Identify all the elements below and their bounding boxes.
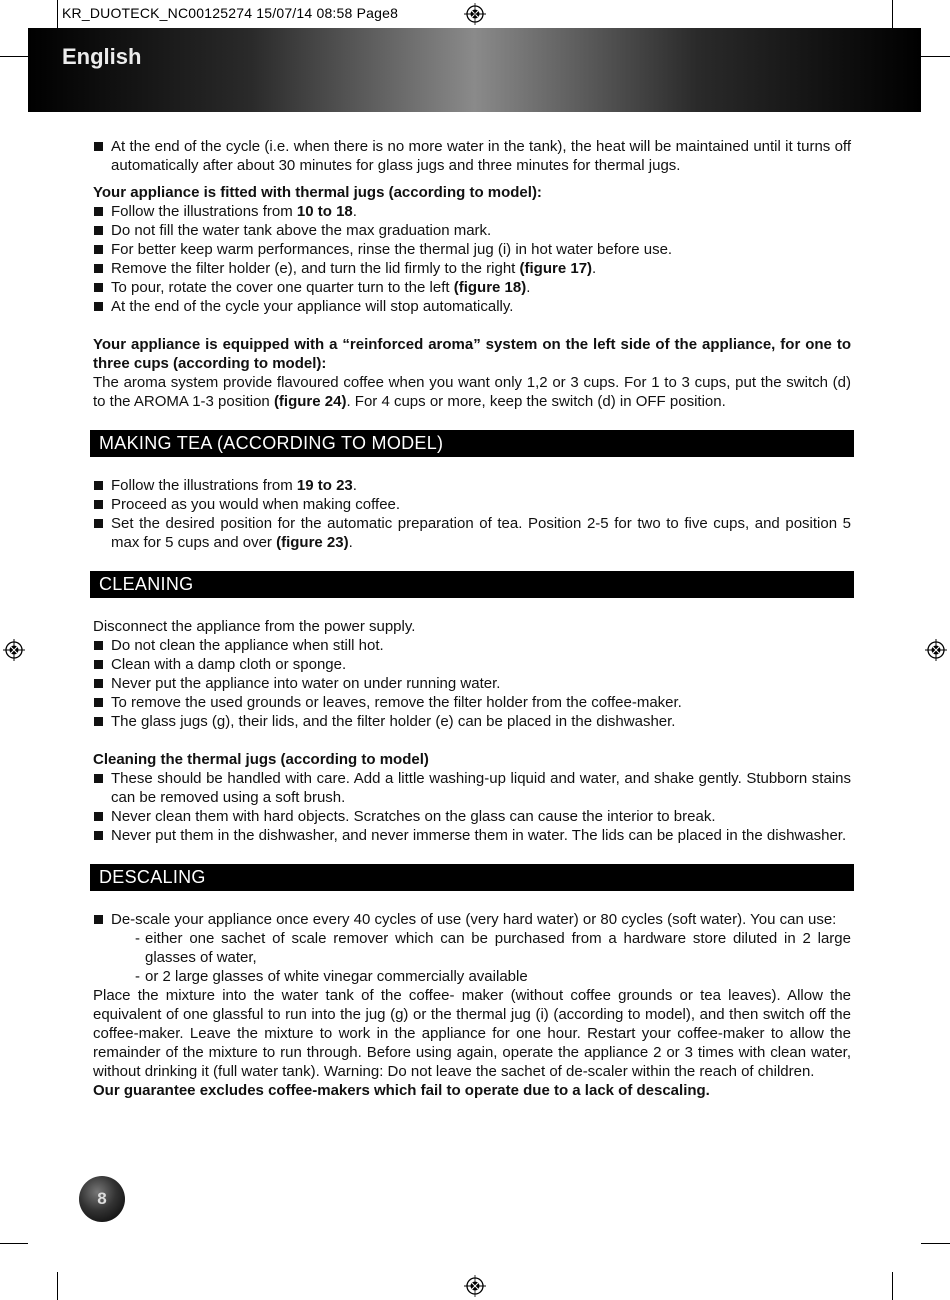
bullet-square-icon xyxy=(94,679,103,688)
figure-reference: (figure 24) xyxy=(273,393,347,410)
crop-mark-top-left-v xyxy=(57,0,58,28)
bullet-square-icon xyxy=(94,717,103,726)
list-item-text: These should be handled with care. Add a little washing-up liquid and water, and shake gently. Stubborn stains can be removed using a soft brush. xyxy=(111,770,851,806)
registration-mark-bottom-icon xyxy=(464,1275,486,1297)
list-item-text: Remove the filter holder (e), and turn the lid firmly to the right xyxy=(111,260,520,277)
list-item-text: . xyxy=(352,203,357,220)
bullet-square-icon xyxy=(94,641,103,650)
list-item-text: To pour, rotate the cover one quarter turn to the left xyxy=(111,279,454,296)
page-content xyxy=(93,137,851,1100)
aroma-heading: Your appliance is equipped with a “reinforced aroma” system on the left side of the appliance, for one to three cups (according to model): xyxy=(93,336,851,372)
thermal-jugs-heading: Your appliance is fitted with thermal jugs (according to model): xyxy=(93,184,542,201)
registration-mark-top-icon xyxy=(464,3,486,25)
list-item xyxy=(93,693,851,712)
aroma-paragraph xyxy=(93,373,851,411)
list-item-text: To remove the used grounds or leaves, remove the filter holder from the coffee-maker. xyxy=(111,694,682,711)
sub-list-item-text: or 2 large glasses of white vinegar commercially available xyxy=(145,968,528,985)
crop-mark-bottom-left-h xyxy=(0,1243,28,1244)
paragraph-text: The aroma system provide flavoured coffee when you want only 1,2 or 3 cups. For 1 to 3 cups, put the switch (d) to the AROMA 1-3 position xyxy=(93,374,851,410)
dash-marker: - xyxy=(135,968,140,985)
crop-mark-bottom-right-h xyxy=(921,1243,950,1244)
list-item xyxy=(93,202,851,221)
sub-list-item xyxy=(93,967,851,986)
bullet-square-icon xyxy=(94,207,103,216)
bullet-square-icon xyxy=(94,500,103,509)
figure-reference: 10 to 18 xyxy=(296,203,353,220)
bullet-square-icon xyxy=(94,245,103,254)
list-item xyxy=(93,221,851,240)
list-item-text: Clean with a damp cloth or sponge. xyxy=(111,656,347,673)
registration-mark-right-icon xyxy=(925,639,947,661)
bullet-square-icon xyxy=(94,142,103,151)
bullet-square-icon xyxy=(94,481,103,490)
section-title-making-tea: MAKING TEA (ACCORDING TO MODEL) xyxy=(90,430,854,457)
print-slug: KR_DUOTECK_NC00125274 15/07/14 08:58 Page8 xyxy=(62,5,399,21)
list-item-text: For better keep warm performances, rinse the thermal jug (i) in hot water before use. xyxy=(111,241,673,258)
list-item-text: Never put the appliance into water on under running water. xyxy=(111,675,501,692)
crop-mark-top-right-h xyxy=(921,56,950,57)
crop-mark-top-left-h xyxy=(0,56,28,57)
guarantee-note: Our guarantee excludes coffee-makers which fail to operate due to a lack of descaling. xyxy=(93,1082,710,1099)
crop-mark-bottom-right-v xyxy=(892,1272,893,1300)
descaling-paragraph: Place the mixture into the water tank of the coffee- maker (without coffee grounds or tea leaves). Allow the equivalent of one glassful to run into the jug (g) or the thermal jug (i) (according to model), and then switch off the coffee-maker. Leave the mixture to work in the appliance for one hour. Restart your coffee-maker to allow the remainder of the mixture to run through. Before using again, operate the appliance 2 or 3 times with clean water, without drinking it (full water tank). Warning: Do not leave the sachet of de-scaler within the reach of children. xyxy=(93,987,851,1080)
bullet-square-icon xyxy=(94,519,103,528)
list-item-text: At the end of the cycle (i.e. when there is no more water in the tank), the heat will be maintained until it turns off automatically after about 30 minutes for glass jugs and three minutes for thermal jugs. xyxy=(111,138,851,174)
thermal-cleaning-heading: Cleaning the thermal jugs (according to model) xyxy=(93,751,429,768)
list-item xyxy=(93,514,851,552)
list-item xyxy=(93,769,851,807)
list-item-text: Follow the illustrations from xyxy=(111,203,297,220)
sub-list-item-text: either one sachet of scale remover which can be purchased from a hardware store diluted in 2 large glasses of water, xyxy=(145,930,851,966)
dash-marker: - xyxy=(135,930,140,947)
bullet-square-icon xyxy=(94,283,103,292)
crop-mark-bottom-left-v xyxy=(57,1272,58,1300)
list-item xyxy=(93,674,851,693)
list-item xyxy=(93,278,851,297)
list-item xyxy=(93,655,851,674)
bullet-square-icon xyxy=(94,264,103,273)
crop-mark-top-right-v xyxy=(892,0,893,28)
bullet-square-icon xyxy=(94,831,103,840)
section-title-cleaning: CLEANING xyxy=(90,571,854,598)
list-item-text: . xyxy=(592,260,597,277)
list-item-text: Do not fill the water tank above the max graduation mark. xyxy=(111,222,492,239)
list-item xyxy=(93,910,851,929)
list-item xyxy=(93,826,851,845)
list-item xyxy=(93,712,851,731)
bullet-square-icon xyxy=(94,812,103,821)
list-item-text: At the end of the cycle your appliance will stop automatically. xyxy=(111,298,514,315)
bullet-square-icon xyxy=(94,660,103,669)
section-title-descaling: DESCALING xyxy=(90,864,854,891)
page-number: 8 xyxy=(79,1176,125,1222)
list-item-text: Never put them in the dishwasher, and never immerse them in water. The lids can be placed in the dishwasher. xyxy=(111,827,847,844)
list-item xyxy=(93,240,851,259)
list-item xyxy=(93,259,851,278)
paragraph-text: . For 4 cups or more, keep the switch (d) in OFF position. xyxy=(346,393,726,410)
header-band xyxy=(28,28,921,112)
list-item xyxy=(93,297,851,316)
language-title: English xyxy=(62,44,142,69)
bullet-square-icon xyxy=(94,915,103,924)
list-item-text: De-scale your appliance once every 40 cycles of use (very hard water) or 80 cycles (soft water). You can use: xyxy=(111,911,837,928)
sub-list-item xyxy=(93,929,851,967)
bullet-square-icon xyxy=(94,774,103,783)
figure-reference: 19 to 23 xyxy=(296,477,353,494)
cleaning-intro: Disconnect the appliance from the power supply. xyxy=(93,618,416,635)
registration-mark-left-icon xyxy=(3,639,25,661)
list-item-text: Never clean them with hard objects. Scratches on the glass can cause the interior to break. xyxy=(111,808,716,825)
bullet-square-icon xyxy=(94,226,103,235)
bullet-square-icon xyxy=(94,302,103,311)
list-item-text: Follow the illustrations from xyxy=(111,477,297,494)
figure-reference: (figure 18) xyxy=(453,279,527,296)
list-item-text: . xyxy=(526,279,531,296)
list-item-text: Do not clean the appliance when still hot. xyxy=(111,637,384,654)
list-item-text: Set the desired position for the automatic preparation of tea. Position 2-5 for two to five cups, and position 5 max for 5 cups and over xyxy=(111,515,851,551)
list-item-text: Proceed as you would when making coffee. xyxy=(111,496,401,513)
list-item xyxy=(93,807,851,826)
bullet-square-icon xyxy=(94,698,103,707)
list-item-text: The glass jugs (g), their lids, and the filter holder (e) can be placed in the dishwasher. xyxy=(111,713,676,730)
list-item-text: . xyxy=(348,534,353,551)
list-item-text: . xyxy=(352,477,357,494)
list-item xyxy=(93,137,851,175)
figure-reference: (figure 17) xyxy=(519,260,593,277)
list-item xyxy=(93,495,851,514)
list-item xyxy=(93,636,851,655)
figure-reference: (figure 23) xyxy=(276,534,349,551)
list-item xyxy=(93,476,851,495)
